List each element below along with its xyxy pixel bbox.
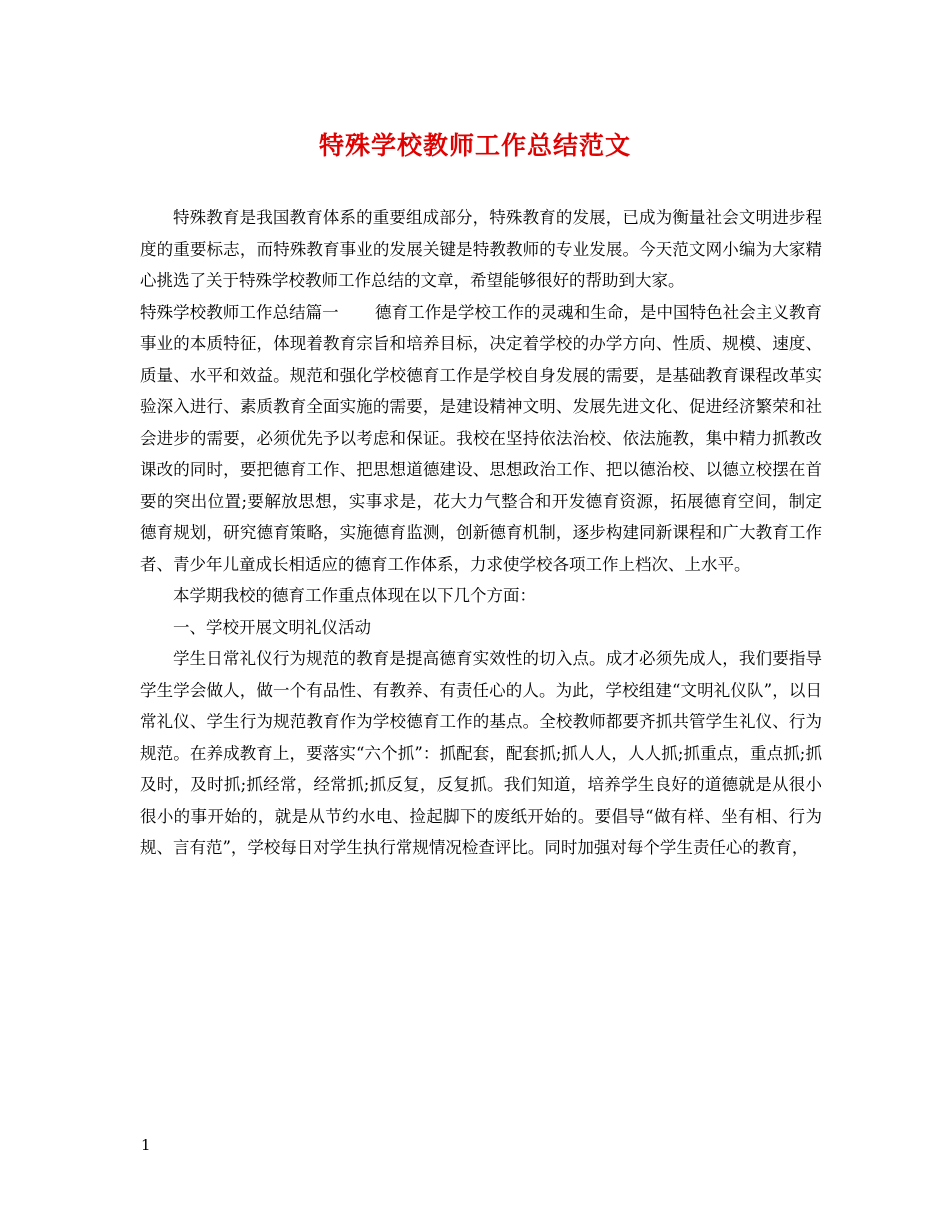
focus-intro-paragraph: 本学期我校的德育工作重点体现在以下几个方面： — [173, 586, 536, 605]
section-heading: 特殊学校教师工作总结篇一 — [140, 302, 339, 322]
point-one-paragraph: 学生日常礼仪行为规范的教育是提高德育实效性的切入点。成才必须先成人，我们要指导学生学会做人，做一个有品性、有教养、有责任心的人。为此，学校组建“文明礼仪队”，以日常礼仪、学生行为规范教育作为学校德育工作的基点。全校教师都要齐抓共管学生礼仪、行为规范。在养成教育上，要落实“六个抓”：抓配套，配套抓;抓人人，人人抓;抓重点，重点抓;抓及时，及时抓;抓经常，经常抓;抓反复，反复抓。我们知道，培养学生良好的道德就是从很小很小的事开始的，就是从节约水电、捡起脚下的废纸开始的。要倡导“做有样、坐有相、行为规、言有范”，学校每日对学生执行常规情况检查评比。同时加强对每个学生责任心的教育， — [140, 649, 822, 857]
page-number: 1 — [141, 1136, 151, 1154]
document-title: 特殊学校教师工作总结范文 — [318, 131, 631, 160]
point-one-heading: 一、学校开展文明礼仪活动 — [173, 617, 371, 637]
section-paragraph — [140, 297, 822, 581]
section-text: 德育工作是学校工作的灵魂和生命，是中国特色社会主义教育事业的本质特征，体现着教育宗旨和培养目标，决定着学校的办学方向、性质、规模、速度、质量、水平和效益。规范和强化学校德育工作是学校自身发展的需要，是基础教育课程改革实验深入进行、素质教育全面实施的需要，是建设精神文明、发展先进文化、促进经济繁荣和社会进步的需要，必须优先予以考虑和保证。我校在坚持依法治校、依法施教，集中精力抓教改课改的同时，要把德育工作、把思想道德建设、思想政治工作、把以德治校、以德立校摆在首要的突出位置;要解放思想，实事求是，花大力气整合和开发德育资源，拓展德育空间，制定德育规划，研究德育策略，实施德育监测，创新德育机制，逐步构建同新课程和广大教育工作者、青少年儿童成长相适应的德育工作体系，力求使学校各项工作上档次、上水平。 — [140, 302, 823, 574]
document-body — [140, 202, 822, 864]
intro-paragraph: 特殊教育是我国教育体系的重要组成部分，特殊教育的发展，已成为衡量社会文明进步程度的重要标志，而特殊教育事业的发展关键是特教教师的专业发展。今天范文网小编为大家精心挑选了关于特殊学校教师工作总结的文章，希望能够很好的帮助到大家。 — [140, 208, 822, 290]
